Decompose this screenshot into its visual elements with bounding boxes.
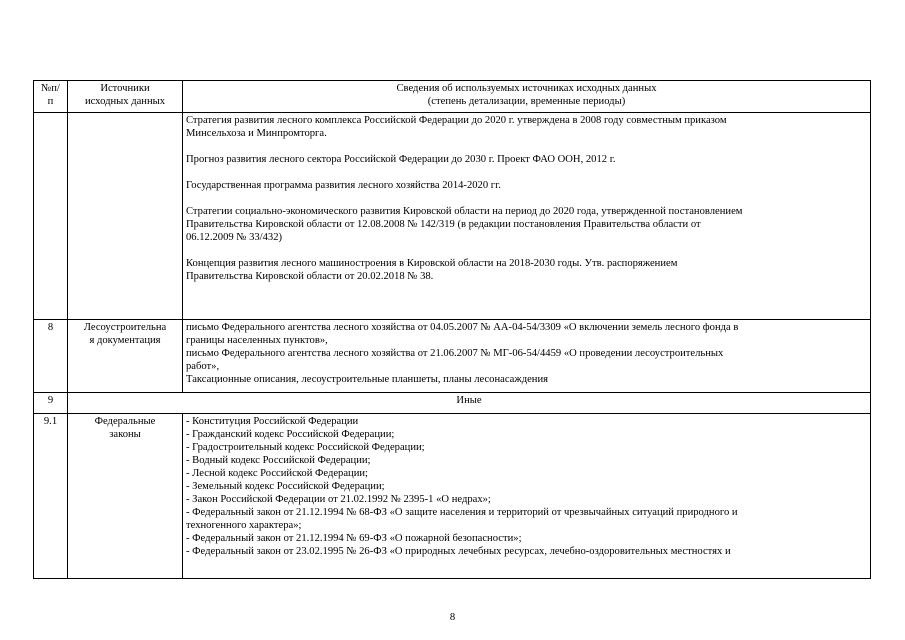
text-line: - Лесной кодекс Российской Федерации;	[186, 468, 368, 479]
header-sources-cell	[68, 81, 183, 113]
row-9-1-info	[183, 414, 871, 579]
table-row-9	[34, 393, 871, 414]
table-row-9-1	[34, 414, 871, 579]
text-line: Таксационные описания, лесоустроительные планшеты, планы лесонасаждения	[186, 374, 549, 385]
row-9-num: 9	[34, 393, 68, 414]
row-8-num: 8	[34, 320, 68, 393]
text-line: письмо Федерального агентства лесного хозяйства от 21.06.2007 № МГ-06-54/4459 «О проведении лесоустроительных	[186, 348, 724, 359]
row-9-1-num: 9.1	[34, 414, 68, 579]
text-line: - Федеральный закон от 21.12.1994 № 69-ФЗ «О пожарной безопасности»;	[186, 533, 522, 544]
text-line: - Водный кодекс Российской Федерации;	[186, 455, 371, 466]
text-line: письмо Федерального агентства лесного хозяйства от 04.05.2007 № АА-04-54/3309 «О включении земель лесного фонда в	[186, 322, 739, 333]
text-line: работ»,	[186, 361, 220, 372]
header-sources-text: Источники исходных данных	[84, 83, 166, 107]
row-9-title: Иные	[68, 393, 871, 414]
strategy-paragraph: Государственная программа развития лесного хозяйства 2014-2020 гг.	[186, 180, 501, 191]
strategy-paragraph: Прогноз развития лесного сектора Российской Федерации до 2030 г. Проект ФАО ООН, 2012 г.	[186, 154, 616, 165]
header-info-text: Сведения об используемых источниках исходных данных (степень детализации, временные периоды)	[396, 83, 657, 107]
header-num-cell	[34, 81, 68, 113]
header-num-text: №п/ п	[41, 83, 60, 107]
strategy-paragraph: Стратегии социально-экономического развития Кировской области на период до 2020 года, утвержденной постановлением Правительства Кировской области от 12.08.2008 № 142/319 (в редакции постановления Правительства области от 06.12.2009 № 33/432)	[186, 206, 743, 243]
sources-table	[33, 80, 871, 579]
table-row-strategies	[34, 113, 871, 320]
strategy-paragraph: Концепция развития лесного машиностроения в Кировской области на 2018-2030 годы. Утв. распоряжением Правительства Кировской области от 20.02.2018 № 38.	[186, 258, 678, 282]
text-line: границы населенных пунктов»,	[186, 335, 328, 346]
header-info-cell	[183, 81, 871, 113]
text-line: - Градостроительный кодекс Российской Федерации;	[186, 442, 425, 453]
page-number: 8	[449, 612, 456, 623]
strategies-cell	[183, 113, 871, 320]
text-line: - Закон Российской Федерации от 21.02.1992 № 2395-1 «О недрах»;	[186, 494, 491, 505]
row-9-1-lines	[186, 415, 867, 558]
empty-source-cell	[68, 113, 183, 320]
text-line: техногенного характера»;	[186, 520, 302, 531]
strategy-paragraph: Стратегия развития лесного комплекса Российской Федерации до 2020 г. утверждена в 2008 году совместным приказом Минсельхоза и Минпромторга.	[186, 115, 727, 139]
row-8-info	[183, 320, 871, 393]
row-8-lines	[186, 321, 867, 386]
text-line: - Конституция Российской Федерации	[186, 416, 359, 427]
text-line: - Земельный кодекс Российской Федерации;	[186, 481, 385, 492]
strategies-paragraphs	[186, 114, 867, 283]
row-9-1-source	[68, 414, 183, 579]
text-line: - Федеральный закон от 21.12.1994 № 68-ФЗ «О защите населения и территорий от чрезвычайных ситуаций природного и	[186, 507, 738, 518]
table-header-row	[34, 81, 871, 113]
row-8-source-text: Лесоустроительна я документация	[83, 322, 167, 346]
text-line: - Федеральный закон от 23.02.1995 № 26-ФЗ «О природных лечебных ресурсах, лечебно-оздоровительных местностях и	[186, 546, 731, 557]
empty-num-cell	[34, 113, 68, 320]
text-line: - Гражданский кодекс Российской Федерации;	[186, 429, 395, 440]
row-8-source	[68, 320, 183, 393]
row-9-1-source-text: Федеральные законы	[94, 416, 156, 440]
table-row-8	[34, 320, 871, 393]
